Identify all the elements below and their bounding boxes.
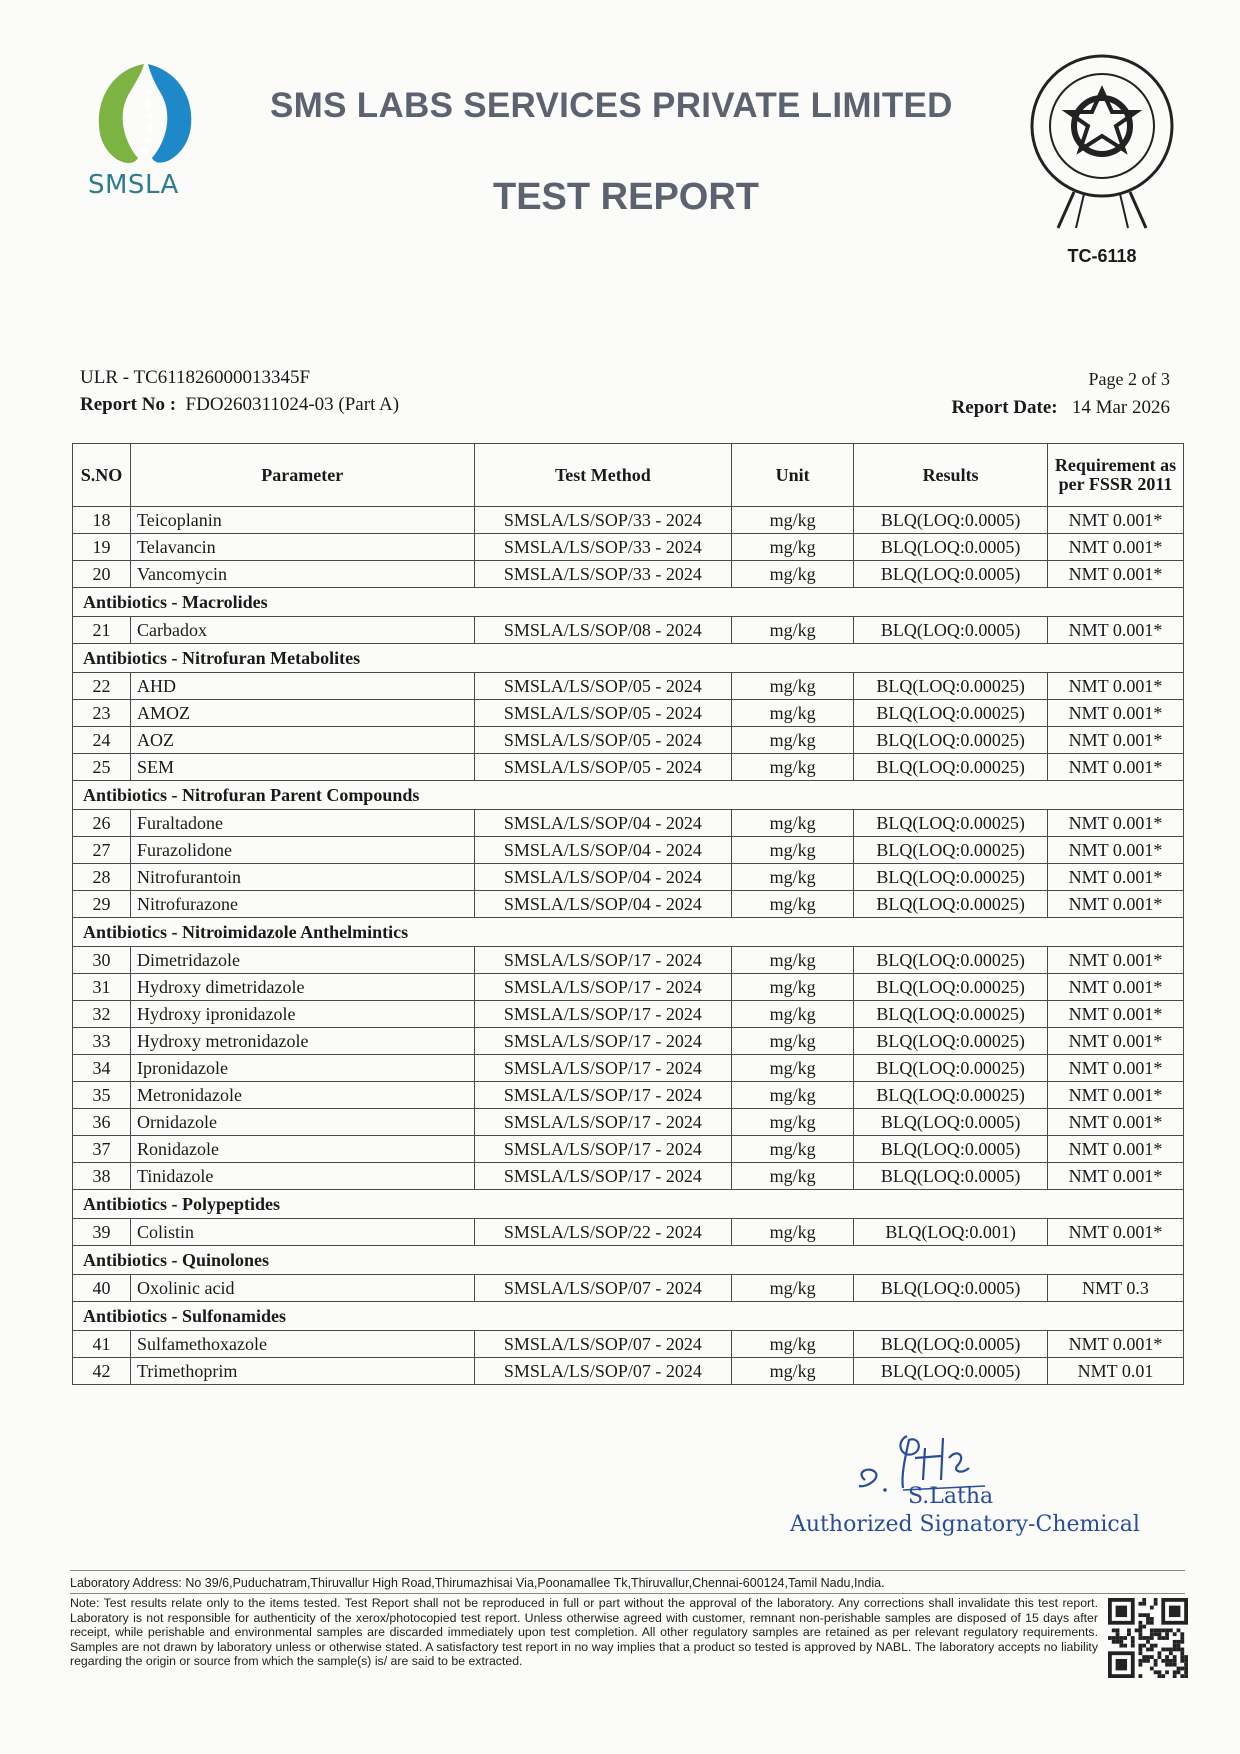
cell-result: BLQ(LOQ:0.00025): [854, 1001, 1048, 1028]
cell-unit: mg/kg: [732, 1109, 854, 1136]
cell-parameter: Dimetridazole: [130, 947, 474, 974]
cell-result: BLQ(LOQ:0.00025): [854, 864, 1048, 891]
cell-sno: 24: [73, 727, 131, 754]
cell-parameter: Nitrofurazone: [130, 891, 474, 918]
cell-requirement: NMT 0.001*: [1048, 1109, 1184, 1136]
cell-requirement: NMT 0.001*: [1048, 1219, 1184, 1246]
signatory-title: Authorized Signatory-Chemical: [790, 1512, 1140, 1537]
cell-parameter: Trimethoprim: [130, 1358, 474, 1385]
cell-sno: 29: [73, 891, 131, 918]
cell-sno: 39: [73, 1219, 131, 1246]
cell-requirement: NMT 0.001*: [1048, 1163, 1184, 1190]
cell-parameter: Sulfamethoxazole: [130, 1331, 474, 1358]
cell-test-method: SMSLA/LS/SOP/17 - 2024: [474, 1163, 732, 1190]
table-row: [73, 947, 1184, 974]
cell-parameter: Oxolinic acid: [130, 1275, 474, 1302]
cell-sno: 36: [73, 1109, 131, 1136]
cell-sno: 37: [73, 1136, 131, 1163]
cell-test-method: SMSLA/LS/SOP/05 - 2024: [474, 754, 732, 781]
group-title: Antibiotics - Quinolones: [73, 1246, 1184, 1275]
table-row: [73, 974, 1184, 1001]
cell-requirement: NMT 0.001*: [1048, 810, 1184, 837]
cell-unit: mg/kg: [732, 673, 854, 700]
table-row: [73, 1275, 1184, 1302]
cell-result: BLQ(LOQ:0.00025): [854, 810, 1048, 837]
cell-sno: 27: [73, 837, 131, 864]
cell-test-method: SMSLA/LS/SOP/33 - 2024: [474, 507, 732, 534]
cell-parameter: Colistin: [130, 1219, 474, 1246]
cell-parameter: AMOZ: [130, 700, 474, 727]
table-group-row: [73, 781, 1184, 810]
cell-parameter: Hydroxy metronidazole: [130, 1028, 474, 1055]
cell-test-method: SMSLA/LS/SOP/05 - 2024: [474, 727, 732, 754]
cell-unit: mg/kg: [732, 1136, 854, 1163]
table-row: [73, 534, 1184, 561]
group-title: Antibiotics - Macrolides: [73, 588, 1184, 617]
cell-sno: 22: [73, 673, 131, 700]
cell-requirement: NMT 0.001*: [1048, 891, 1184, 918]
cell-requirement: NMT 0.001*: [1048, 1331, 1184, 1358]
group-title: Antibiotics - Polypeptides: [73, 1190, 1184, 1219]
cell-unit: mg/kg: [732, 1001, 854, 1028]
cell-parameter: AOZ: [130, 727, 474, 754]
cell-parameter: Teicoplanin: [130, 507, 474, 534]
cell-test-method: SMSLA/LS/SOP/04 - 2024: [474, 810, 732, 837]
ulr-number: ULR - TC611826000013345F: [80, 367, 311, 388]
cell-test-method: SMSLA/LS/SOP/04 - 2024: [474, 864, 732, 891]
cell-test-method: SMSLA/LS/SOP/17 - 2024: [474, 1136, 732, 1163]
header-results: Results: [854, 444, 1048, 507]
cell-unit: mg/kg: [732, 1163, 854, 1190]
cell-result: BLQ(LOQ:0.00025): [854, 837, 1048, 864]
cell-test-method: SMSLA/LS/SOP/17 - 2024: [474, 1082, 732, 1109]
cell-test-method: SMSLA/LS/SOP/05 - 2024: [474, 700, 732, 727]
cell-result: BLQ(LOQ:0.0005): [854, 1275, 1048, 1302]
cell-unit: mg/kg: [732, 1331, 854, 1358]
cell-requirement: NMT 0.001*: [1048, 700, 1184, 727]
group-title: Antibiotics - Nitroimidazole Anthelmintics: [73, 918, 1184, 947]
cell-parameter: Telavancin: [130, 534, 474, 561]
header-requirement: Requirement as per FSSR 2011: [1048, 444, 1184, 507]
table-group-row: [73, 588, 1184, 617]
report-date-label: Report Date:: [951, 397, 1058, 418]
table-row: [73, 754, 1184, 781]
table-row: [73, 837, 1184, 864]
footer-divider: [70, 1570, 1185, 1571]
cell-result: BLQ(LOQ:0.00025): [854, 974, 1048, 1001]
table-row: [73, 810, 1184, 837]
report-date-value: 14 Mar 2026: [1071, 397, 1170, 418]
cell-unit: mg/kg: [732, 864, 854, 891]
cell-test-method: SMSLA/LS/SOP/17 - 2024: [474, 974, 732, 1001]
cell-unit: mg/kg: [732, 974, 854, 1001]
cell-requirement: NMT 0.001*: [1048, 974, 1184, 1001]
table-group-row: [73, 918, 1184, 947]
cell-result: BLQ(LOQ:0.001): [854, 1219, 1048, 1246]
cell-unit: mg/kg: [732, 1219, 854, 1246]
logo-wordmark: SMSLA: [88, 170, 179, 200]
page-title: TEST REPORT: [493, 176, 760, 218]
report-number-value: FDO260311024-03 (Part A): [185, 394, 400, 415]
cell-result: BLQ(LOQ:0.00025): [854, 754, 1048, 781]
table-row: [73, 1109, 1184, 1136]
table-row: [73, 673, 1184, 700]
cell-result: BLQ(LOQ:0.00025): [854, 727, 1048, 754]
laboratory-address: Laboratory Address: No 39/6,Puduchatram,Thiruvallur High Road,Thirumazhisai Via,Poonamallee Tk,Thiruvallur,Chennai-600124,Tamil Nadu,India.: [70, 1576, 885, 1590]
accreditation-seal-icon: [1028, 52, 1176, 232]
cell-parameter: Furaltadone: [130, 810, 474, 837]
cell-test-method: SMSLA/LS/SOP/17 - 2024: [474, 1001, 732, 1028]
cell-unit: mg/kg: [732, 534, 854, 561]
page-number: Page 2 of 3: [1088, 369, 1170, 389]
table-group-row: [73, 1190, 1184, 1219]
cell-result: BLQ(LOQ:0.0005): [854, 1331, 1048, 1358]
table-row: [73, 1331, 1184, 1358]
results-table: [72, 443, 1184, 1385]
cell-unit: mg/kg: [732, 947, 854, 974]
cell-parameter: Tinidazole: [130, 1163, 474, 1190]
cell-requirement: NMT 0.001*: [1048, 507, 1184, 534]
cell-test-method: SMSLA/LS/SOP/33 - 2024: [474, 561, 732, 588]
cell-unit: mg/kg: [732, 561, 854, 588]
cell-parameter: Ornidazole: [130, 1109, 474, 1136]
cell-requirement: NMT 0.001*: [1048, 617, 1184, 644]
cell-requirement: NMT 0.001*: [1048, 673, 1184, 700]
table-row: [73, 1136, 1184, 1163]
report-date: [952, 397, 1170, 419]
cell-sno: 20: [73, 561, 131, 588]
cell-requirement: NMT 0.001*: [1048, 947, 1184, 974]
cell-unit: mg/kg: [732, 700, 854, 727]
cell-unit: mg/kg: [732, 754, 854, 781]
cell-unit: mg/kg: [732, 1358, 854, 1385]
cell-result: BLQ(LOQ:0.0005): [854, 507, 1048, 534]
table-row: [73, 891, 1184, 918]
cell-test-method: SMSLA/LS/SOP/05 - 2024: [474, 673, 732, 700]
table-body: [73, 507, 1184, 1385]
cell-test-method: SMSLA/LS/SOP/08 - 2024: [474, 617, 732, 644]
cell-result: BLQ(LOQ:0.00025): [854, 673, 1048, 700]
group-title: Antibiotics - Nitrofuran Parent Compounds: [73, 781, 1184, 810]
cell-result: BLQ(LOQ:0.0005): [854, 561, 1048, 588]
table-header-row: [73, 444, 1184, 507]
cell-sno: 42: [73, 1358, 131, 1385]
cell-sno: 19: [73, 534, 131, 561]
table-row: [73, 1358, 1184, 1385]
table-row: [73, 700, 1184, 727]
header-parameter: Parameter: [130, 444, 474, 507]
cell-requirement: NMT 0.001*: [1048, 1082, 1184, 1109]
cell-unit: mg/kg: [732, 1055, 854, 1082]
cell-result: BLQ(LOQ:0.0005): [854, 1109, 1048, 1136]
qr-code-icon: [1108, 1598, 1188, 1678]
table-row: [73, 561, 1184, 588]
cell-unit: mg/kg: [732, 1275, 854, 1302]
cell-unit: mg/kg: [732, 810, 854, 837]
cell-test-method: SMSLA/LS/SOP/04 - 2024: [474, 891, 732, 918]
cell-result: BLQ(LOQ:0.0005): [854, 1136, 1048, 1163]
cell-result: BLQ(LOQ:0.0005): [854, 1358, 1048, 1385]
table-row: [73, 1082, 1184, 1109]
table-group-row: [73, 644, 1184, 673]
cell-sno: 38: [73, 1163, 131, 1190]
table-group-row: [73, 1246, 1184, 1275]
cell-parameter: AHD: [130, 673, 474, 700]
cell-parameter: SEM: [130, 754, 474, 781]
report-number-label: Report No :: [80, 394, 177, 415]
table-row: [73, 1163, 1184, 1190]
cell-requirement: NMT 0.01: [1048, 1358, 1184, 1385]
cell-requirement: NMT 0.001*: [1048, 561, 1184, 588]
cell-requirement: NMT 0.001*: [1048, 1136, 1184, 1163]
cell-parameter: Furazolidone: [130, 837, 474, 864]
cell-parameter: Metronidazole: [130, 1082, 474, 1109]
cell-test-method: SMSLA/LS/SOP/17 - 2024: [474, 947, 732, 974]
signatory-name: S.Latha: [908, 1484, 994, 1509]
cell-parameter: Ipronidazole: [130, 1055, 474, 1082]
cell-result: BLQ(LOQ:0.00025): [854, 947, 1048, 974]
cell-test-method: SMSLA/LS/SOP/07 - 2024: [474, 1275, 732, 1302]
table-group-row: [73, 1302, 1184, 1331]
cell-requirement: NMT 0.001*: [1048, 727, 1184, 754]
accreditation-code: TC-6118: [1067, 246, 1137, 266]
cell-parameter: Ronidazole: [130, 1136, 474, 1163]
cell-sno: 32: [73, 1001, 131, 1028]
cell-parameter: Vancomycin: [130, 561, 474, 588]
cell-requirement: NMT 0.001*: [1048, 1028, 1184, 1055]
cell-sno: 30: [73, 947, 131, 974]
cell-test-method: SMSLA/LS/SOP/22 - 2024: [474, 1219, 732, 1246]
cell-parameter: Hydroxy ipronidazole: [130, 1001, 474, 1028]
cell-result: BLQ(LOQ:0.00025): [854, 891, 1048, 918]
report-number: [80, 394, 399, 416]
cell-result: BLQ(LOQ:0.0005): [854, 1163, 1048, 1190]
cell-result: BLQ(LOQ:0.0005): [854, 617, 1048, 644]
header-test-method: Test Method: [474, 444, 732, 507]
cell-unit: mg/kg: [732, 1028, 854, 1055]
cell-sno: 21: [73, 617, 131, 644]
group-title: Antibiotics - Nitrofuran Metabolites: [73, 644, 1184, 673]
cell-sno: 40: [73, 1275, 131, 1302]
cell-sno: 18: [73, 507, 131, 534]
cell-result: BLQ(LOQ:0.00025): [854, 1055, 1048, 1082]
cell-requirement: NMT 0.001*: [1048, 837, 1184, 864]
cell-sno: 34: [73, 1055, 131, 1082]
cell-test-method: SMSLA/LS/SOP/17 - 2024: [474, 1055, 732, 1082]
cell-test-method: SMSLA/LS/SOP/04 - 2024: [474, 837, 732, 864]
cell-parameter: Hydroxy dimetridazole: [130, 974, 474, 1001]
cell-sno: 31: [73, 974, 131, 1001]
disclaimer-note: Note: Test results relate only to the items tested. Test Report shall not be reproduced in full or part without the approval of the laboratory. Any corrections shall invalidate this test report. Laboratory is not responsible for authenticity of the xerox/photocopied test report. Unless otherwise agreed with customer, remnant non-perishable samples are disposed of 15 days after receipt, while perishable and environmental samples are discarded immediately upon test completion. All other regulatory samples are retained as per relevant regulatory requirements. Samples are not drawn by laboratory unless or otherwise stated. A satisfactory test report in no way implies that a product so tested is approved by NABL. The laboratory accepts no liability regarding the origin or source from which the sample(s) is/ are said to be extracted.: [70, 1596, 1098, 1669]
cell-sno: 25: [73, 754, 131, 781]
cell-test-method: SMSLA/LS/SOP/07 - 2024: [474, 1358, 732, 1385]
cell-test-method: SMSLA/LS/SOP/33 - 2024: [474, 534, 732, 561]
header-sno: S.NO: [73, 444, 131, 507]
table-row: [73, 1028, 1184, 1055]
cell-parameter: Carbadox: [130, 617, 474, 644]
cell-result: BLQ(LOQ:0.0005): [854, 534, 1048, 561]
cell-parameter: Nitrofurantoin: [130, 864, 474, 891]
table-row: [73, 507, 1184, 534]
group-title: Antibiotics - Sulfonamides: [73, 1302, 1184, 1331]
company-name: SMS LABS SERVICES PRIVATE LIMITED: [270, 86, 953, 125]
cell-sno: 28: [73, 864, 131, 891]
cell-requirement: NMT 0.3: [1048, 1275, 1184, 1302]
cell-result: BLQ(LOQ:0.00025): [854, 1028, 1048, 1055]
cell-test-method: SMSLA/LS/SOP/07 - 2024: [474, 1331, 732, 1358]
cell-sno: 33: [73, 1028, 131, 1055]
cell-unit: mg/kg: [732, 1082, 854, 1109]
cell-unit: mg/kg: [732, 837, 854, 864]
cell-sno: 35: [73, 1082, 131, 1109]
cell-result: BLQ(LOQ:0.00025): [854, 700, 1048, 727]
cell-unit: mg/kg: [732, 891, 854, 918]
cell-requirement: NMT 0.001*: [1048, 534, 1184, 561]
cell-sno: 26: [73, 810, 131, 837]
table-row: [73, 864, 1184, 891]
cell-requirement: NMT 0.001*: [1048, 864, 1184, 891]
cell-test-method: SMSLA/LS/SOP/17 - 2024: [474, 1028, 732, 1055]
footer-divider-2: [70, 1593, 1185, 1594]
table-row: [73, 727, 1184, 754]
cell-requirement: NMT 0.001*: [1048, 1001, 1184, 1028]
cell-requirement: NMT 0.001*: [1048, 754, 1184, 781]
header-unit: Unit: [732, 444, 854, 507]
cell-unit: mg/kg: [732, 507, 854, 534]
cell-test-method: SMSLA/LS/SOP/17 - 2024: [474, 1109, 732, 1136]
table-row: [73, 1219, 1184, 1246]
table-row: [73, 617, 1184, 644]
cell-requirement: NMT 0.001*: [1048, 1055, 1184, 1082]
cell-unit: mg/kg: [732, 617, 854, 644]
cell-unit: mg/kg: [732, 727, 854, 754]
cell-sno: 23: [73, 700, 131, 727]
cell-sno: 41: [73, 1331, 131, 1358]
table-row: [73, 1001, 1184, 1028]
cell-result: BLQ(LOQ:0.00025): [854, 1082, 1048, 1109]
table-row: [73, 1055, 1184, 1082]
